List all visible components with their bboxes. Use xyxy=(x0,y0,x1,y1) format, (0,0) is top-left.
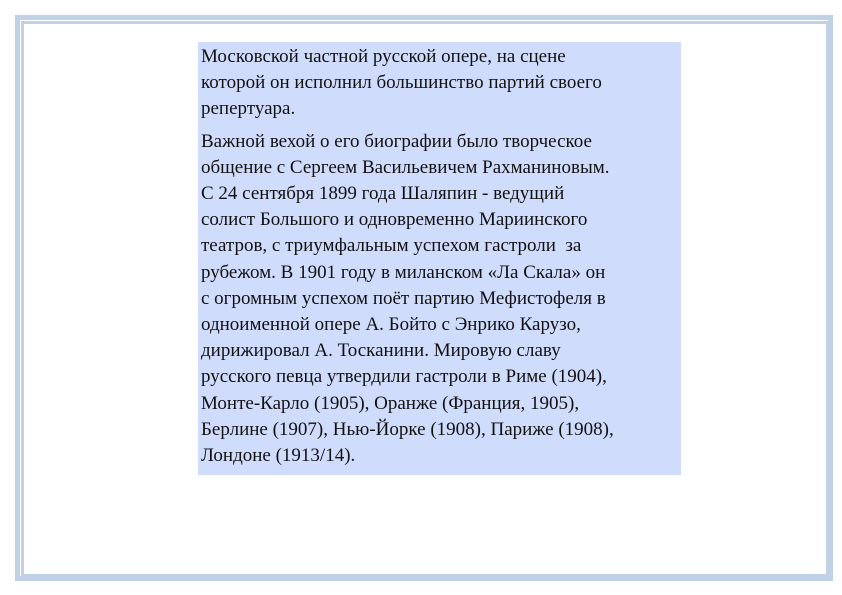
text-line: дирижировал А. Тосканини. Мировую славу xyxy=(201,340,561,362)
text-line: русского певца утвердили гастроли в Риме (1904), xyxy=(201,366,607,388)
paragraph-2 xyxy=(201,129,678,470)
text-line: рубежом. В 1901 году в миланском «Ла Скала» он xyxy=(201,261,606,283)
paragraph-1 xyxy=(201,44,678,123)
text-line: общение с Сергеем Васильевичем Рахманиновым. xyxy=(201,156,610,178)
text-line: Монте-Карло (1905), Оранже (Франция, 1905), xyxy=(201,392,580,414)
text-line: солист Большого и одновременно Мариинского xyxy=(201,209,588,231)
text-line: Важной вехой о его биографии было творческое xyxy=(201,130,592,152)
text-line: репертуара. xyxy=(201,98,296,120)
text-line: одноименной опере А. Бойто с Энрико Карузо, xyxy=(201,314,581,336)
text-box xyxy=(198,42,681,475)
text-line: которой он исполнил большинство партий своего xyxy=(201,72,602,94)
text-line: Берлине (1907), Нью-Йорке (1908), Париже (1908), xyxy=(201,418,614,440)
text-line: с огромным успехом поёт партию Мефистофеля в xyxy=(201,287,606,309)
text-line: Лондоне (1913/14). xyxy=(201,445,356,467)
text-line: театров, с триумфальным успехом гастроли за xyxy=(201,235,582,257)
text-line: С 24 сентября 1899 года Шаляпин - ведущий xyxy=(201,183,565,205)
text-line: Московской частной русской опере, на сцене xyxy=(201,46,566,67)
